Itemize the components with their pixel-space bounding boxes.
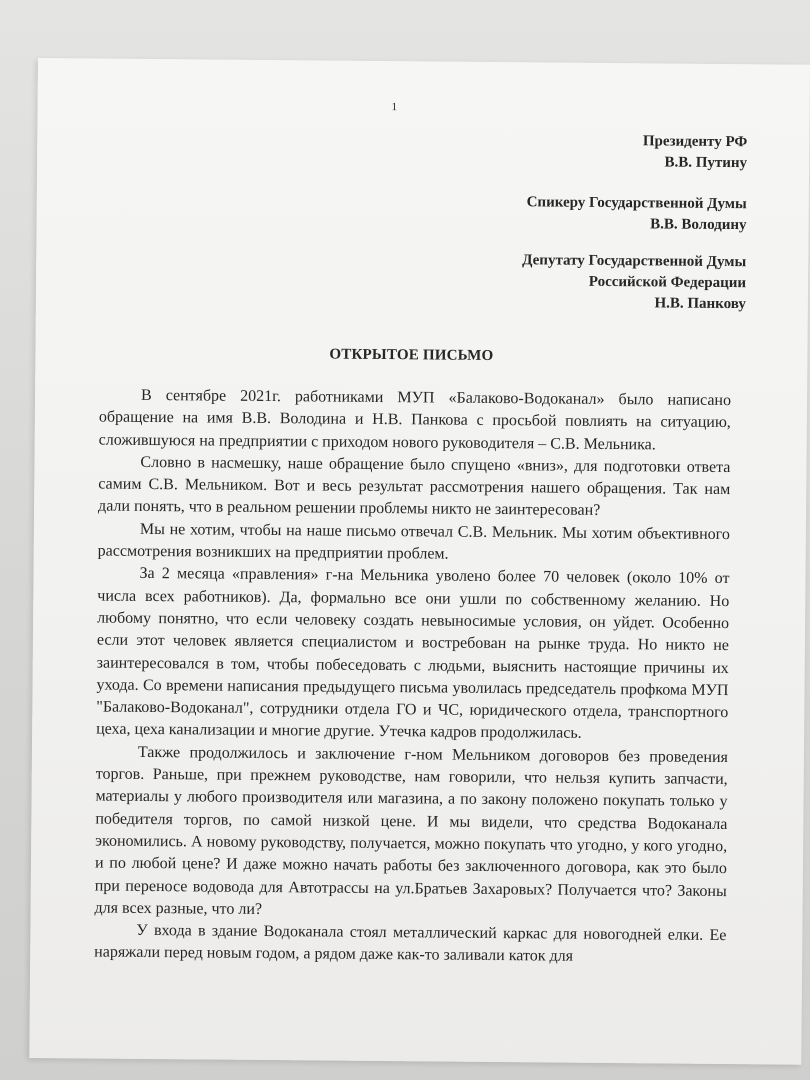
paragraph: В сентябре 2021г. работниками МУП «Балаково-Водоканал» было написано обращение на имя В.В. Володина и Н.В. Панкова с просьбой повлиять на ситуацию, сложившуюся на предприятии с приходом нового руководителя – С.В. Мельника. xyxy=(98,386,732,453)
addressee-deputy xyxy=(522,250,747,315)
addressee-president xyxy=(643,131,748,174)
paragraph: Также продолжилось и заключение г-ном Мельником договоров без проведения торгов. Раньше, при прежнем руководстве, нам говорили, что нельзя купить запчасти, материалы у любого производителя или магазина, а по закону положено покупать только у победителя торгов, по самой низкой цене. И мы видели, что средства Водоканала экономились. А новому руководству, получается, можно покупать что угодно, у кого угодно, и по любой цене? И даже можно начать работы без заключенного договора, как это было при переносе водовода для Автотрассы на ул.Братьев Захаровых? Получается что? Законы для всех разные, что ли? xyxy=(94,743,728,918)
addressee-line: В.В. Володину xyxy=(650,216,747,234)
paragraph: У входа в здание Водоканала стоял металлический каркас для новогодней елки. Ее наряжали перед новым годом, а рядом даже как-то заливали каток для xyxy=(94,922,727,966)
addressee-line: Российской Федерации xyxy=(588,273,747,292)
addressee-line: Депутату Государственной Думы xyxy=(522,252,747,271)
paragraph: Словно в насмешку, наше обращение было спущено «вниз», для подготовки ответа самим С.В. Мельником. Вот и весь результат рассмотрения нашего обращения. Так нам дали понять, что в реальном решении проблемы никто не заинтересован? xyxy=(98,453,731,520)
letter-page xyxy=(29,58,810,1065)
paragraph: За 2 месяца «правления» г-на Мельника уволено более 70 человек (около 10% от числа всех работников). Да, формально все они ушли по собственному желанию. Но любому понятно, что если человеку создать невыносимые условия, он уйдет. Особенно если этот человек является специалистом и востребован на рынке труда. Но никто не заинтересовался в том, чтобы побеседовать с людьми, выяснить настоящие причины их ухода. Со времени написания предыдущего письма уволилась председатель профкома МУП "Балаково-Водоканал", сотрудники отдела ГО и ЧС, юридического отдела, транспортного цеха, цеха канализации и многие другие. Утечка кадров продолжилась. xyxy=(96,565,730,743)
page-number: 1 xyxy=(391,101,398,114)
letter-title: ОТКРЫТОЕ ПИСЬМО xyxy=(329,346,494,364)
addressee-speaker xyxy=(526,192,746,236)
paragraph: Мы не хотим, чтобы на наше письмо отвечал С.В. Мельник. Мы хотим объективного рассмотрения возникших на предприятии проблем. xyxy=(97,520,730,563)
addressee-line: В.В. Путину xyxy=(664,154,748,172)
addressee-line: Н.В. Панкову xyxy=(654,295,746,313)
letter-body xyxy=(94,385,731,970)
addressee-line: Спикеру Государственной Думы xyxy=(526,194,747,213)
addressee-line: Президенту РФ xyxy=(642,133,748,151)
